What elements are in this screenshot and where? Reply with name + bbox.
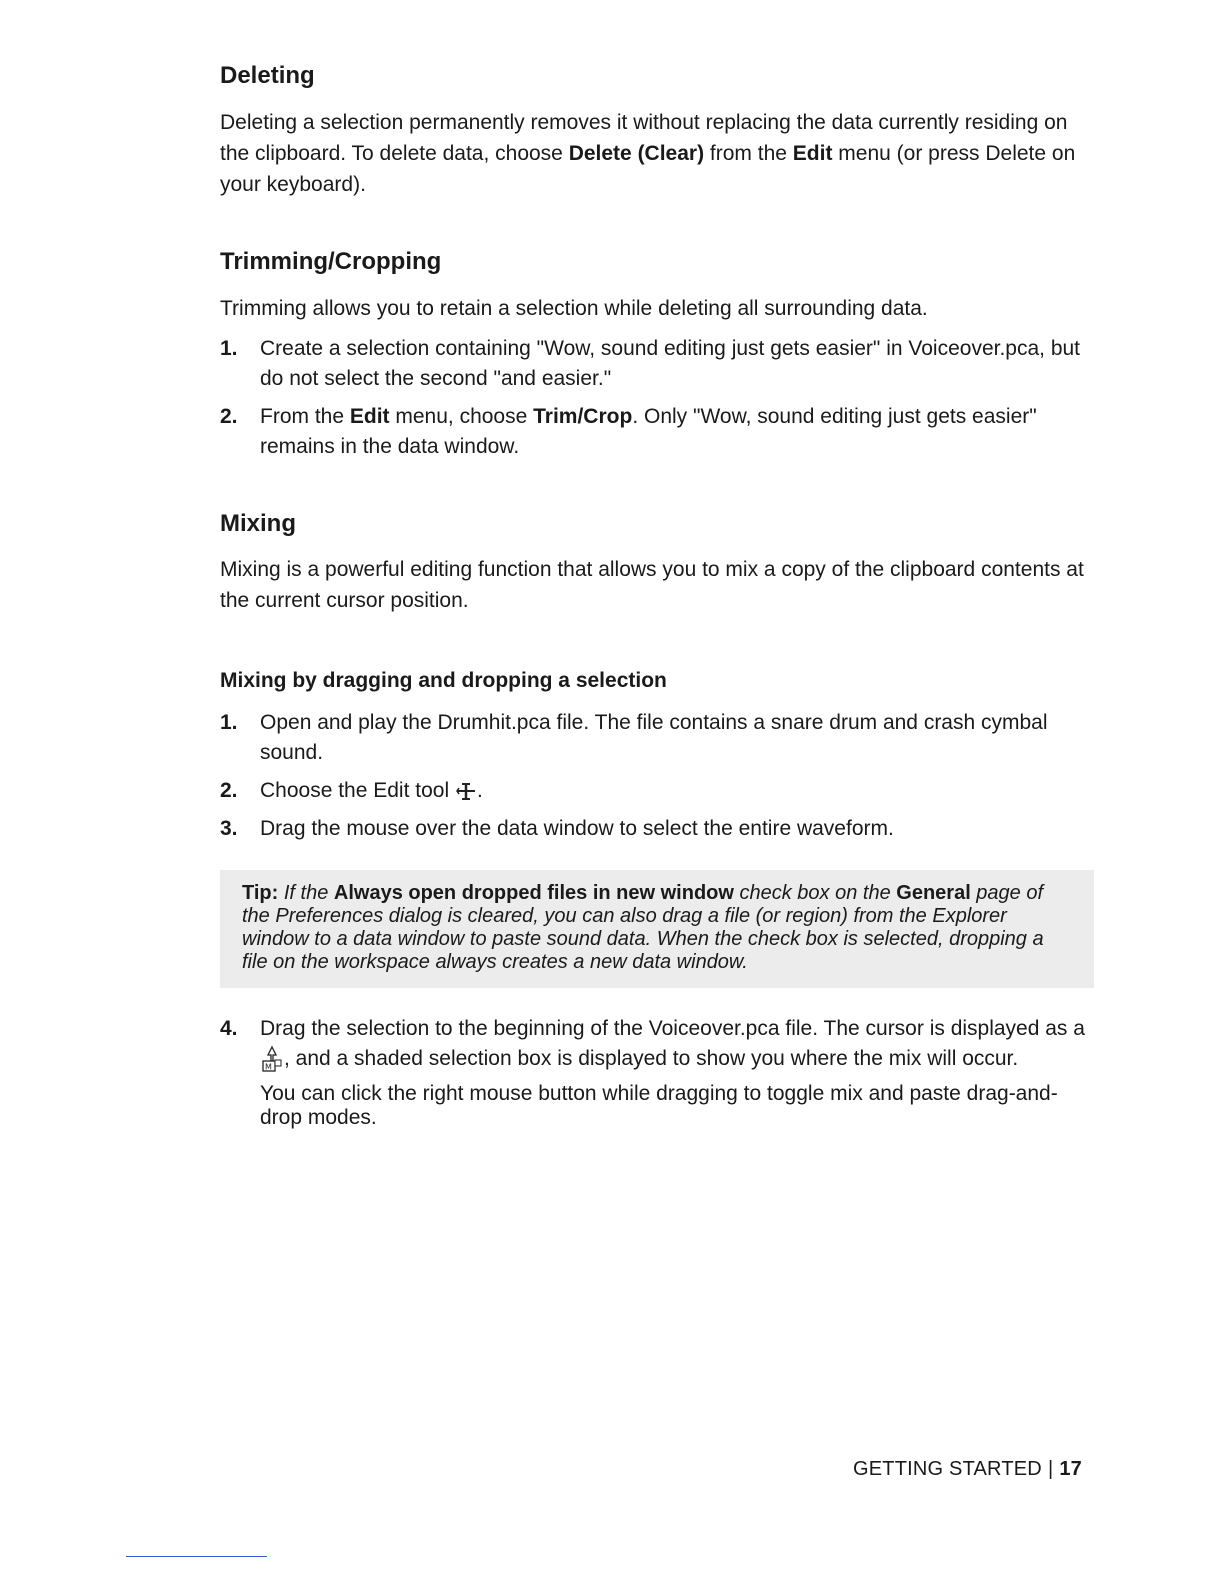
heading-mixing: Mixing <box>220 509 296 537</box>
mixing-steps <box>220 708 1090 844</box>
step-number: 1. <box>220 336 238 360</box>
footer-section: GETTING STARTED <box>853 1458 1042 1480</box>
deleting-paragraph <box>220 107 1090 200</box>
trimming-intro: Trimming allows you to retain a selection while deleting all surrounding data. <box>220 296 928 320</box>
trimming-steps <box>220 334 1090 462</box>
deleting-text-3: menu (or press Delete on your keyboard). <box>220 141 1076 196</box>
step-number: 2. <box>220 404 238 428</box>
step-number: 3. <box>220 816 238 840</box>
tip-label: Tip: <box>242 881 279 904</box>
step-text-pre: From the <box>260 404 350 428</box>
deleting-text-1: Deleting a selection permanently removes it without replacing the data currently residing on the clipboard. To delete data, choose <box>220 110 1068 165</box>
page-content <box>220 62 1090 1130</box>
section-mixing <box>220 510 1090 617</box>
bottom-rule <box>126 1556 267 1557</box>
step-text-end: . <box>476 778 483 802</box>
section-deleting <box>220 62 1090 200</box>
step-text: Open and play the Drumhit.pca file. The file contains a snare drum and crash cymbal sound. <box>260 710 1048 764</box>
step-bold-trim: Trim/Crop <box>533 404 633 428</box>
edit-tool-icon <box>455 781 477 801</box>
step-text-pre: Drag the selection to the beginning of the Voiceover.pca file. The cursor is displayed as a <box>260 1016 1085 1040</box>
mix-cursor-icon <box>260 1045 284 1073</box>
footer-separator: | <box>1047 1458 1054 1480</box>
page-number: 17 <box>1059 1458 1082 1480</box>
mixing-intro: Mixing is a powerful editing function that allows you to mix a copy of the clipboard contents at the current cursor position. <box>220 558 1084 613</box>
step-text-mid: menu, choose <box>389 404 534 428</box>
list-item <box>220 402 1090 462</box>
heading-mixing-drag: Mixing by dragging and dropping a selection <box>220 669 667 693</box>
step-number: 4. <box>220 1016 238 1040</box>
heading-trimming: Trimming/Cropping <box>220 247 442 275</box>
list-item <box>220 334 1090 394</box>
step-number: 2. <box>220 778 238 802</box>
tip-text-2: check box on the <box>733 881 897 904</box>
tip-box <box>220 870 1094 988</box>
heading-deleting: Deleting <box>220 62 315 89</box>
list-item <box>220 1014 1090 1074</box>
tip-bold-2: General <box>896 881 971 904</box>
step4-note: You can click the right mouse button while dragging to toggle mix and paste drag-and-drop modes. <box>260 1081 1058 1129</box>
list-item <box>220 814 1090 844</box>
deleting-bold-2: Edit <box>792 141 833 165</box>
mixing-steps-continued <box>220 1014 1090 1074</box>
page-footer <box>853 1458 1082 1481</box>
section-mixing-drag <box>220 668 1090 1129</box>
deleting-bold-1: Delete (Clear) <box>568 141 705 165</box>
step-text-post: . Only "Wow, sound editing just gets easier" remains in the data window. <box>260 404 1037 458</box>
tip-text-1: If the <box>278 881 334 904</box>
step-text: Drag the mouse over the data window to select the entire waveform. <box>260 816 894 840</box>
tip-bold-1: Always open dropped files in new window <box>333 881 734 904</box>
step-number: 1. <box>220 710 238 734</box>
step-text: Create a selection containing "Wow, sound editing just gets easier" in Voiceover.pca, but do not select the second "and easier." <box>260 336 1081 390</box>
step-text: Choose the Edit tool <box>260 778 450 802</box>
list-item <box>220 708 1090 768</box>
svg-text:M: M <box>265 1062 272 1072</box>
deleting-text-2: from the <box>704 141 793 165</box>
list-item <box>220 776 1090 806</box>
tip-text-3: page of the Preferences dialog is cleared, you can also drag a file (or region) from the Explorer window to a data window to paste sound data. When the check box is selected, dropping a file on the workspace always creates a new data window. <box>242 881 1044 973</box>
step-bold-edit: Edit <box>349 404 390 428</box>
section-trimming <box>220 248 1090 462</box>
step-text-post: , and a shaded selection box is displayed to show you where the mix will occur. <box>284 1046 1019 1070</box>
